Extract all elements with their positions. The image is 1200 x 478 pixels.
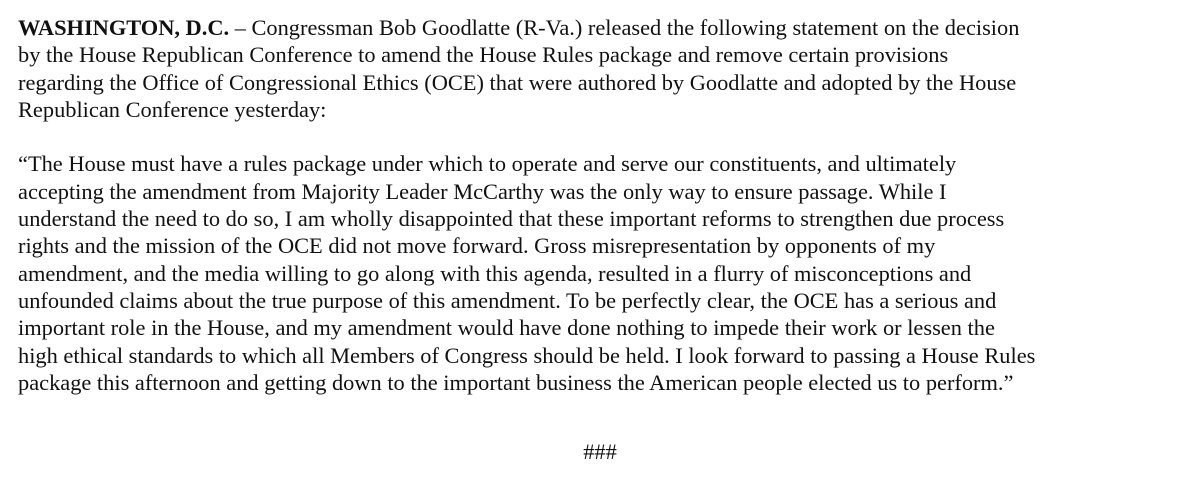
intro-paragraph — [18, 14, 1188, 123]
intro-line: regarding the Office of Congressional Ethics (OCE) that were authored by Goodlatte and adopted by the House — [18, 69, 1017, 95]
quote-paragraph — [18, 150, 1188, 396]
intro-line — [18, 14, 1188, 41]
quote-line: high ethical standards to which all Members of Congress should be held. I look forward to passing a House Rules — [18, 342, 1036, 368]
quote-line: amendment, and the media willing to go along with this agenda, resulted in a flurry of misconceptions and — [18, 260, 972, 286]
dateline: WASHINGTON, D.C. — [18, 15, 230, 40]
intro-line: by the House Republican Conference to amend the House Rules package and remove certain provisions — [18, 42, 949, 68]
quote-line: understand the need to do so, I am wholly disappointed that these important reforms to strengthen due process — [18, 206, 1005, 232]
intro-line: Republican Conference yesterday: — [18, 96, 327, 122]
quote-line: important role in the House, and my amendment would have done nothing to impede their work or lessen the — [18, 315, 995, 341]
quote-line: “The House must have a rules package under which to operate and serve our constituents, and ultimately — [18, 151, 957, 177]
paragraph-spacer — [18, 123, 1188, 150]
end-mark: ### — [583, 439, 617, 464]
quote-line: unfounded claims about the true purpose of this amendment. To be perfectly clear, the OCE has a serious and — [18, 287, 997, 313]
press-release — [18, 14, 1188, 396]
quote-line: package this afternoon and getting down to the important business the American people elected us to perform.” — [18, 369, 1014, 395]
intro-line-text: – Congressman Bob Goodlatte (R-Va.) released the following statement on the decision — [229, 15, 1020, 40]
quote-line: rights and the mission of the OCE did not move forward. Gross misrepresentation by opponents of my — [18, 233, 936, 259]
quote-line: accepting the amendment from Majority Leader McCarthy was the only way to ensure passage. While I — [18, 178, 947, 204]
